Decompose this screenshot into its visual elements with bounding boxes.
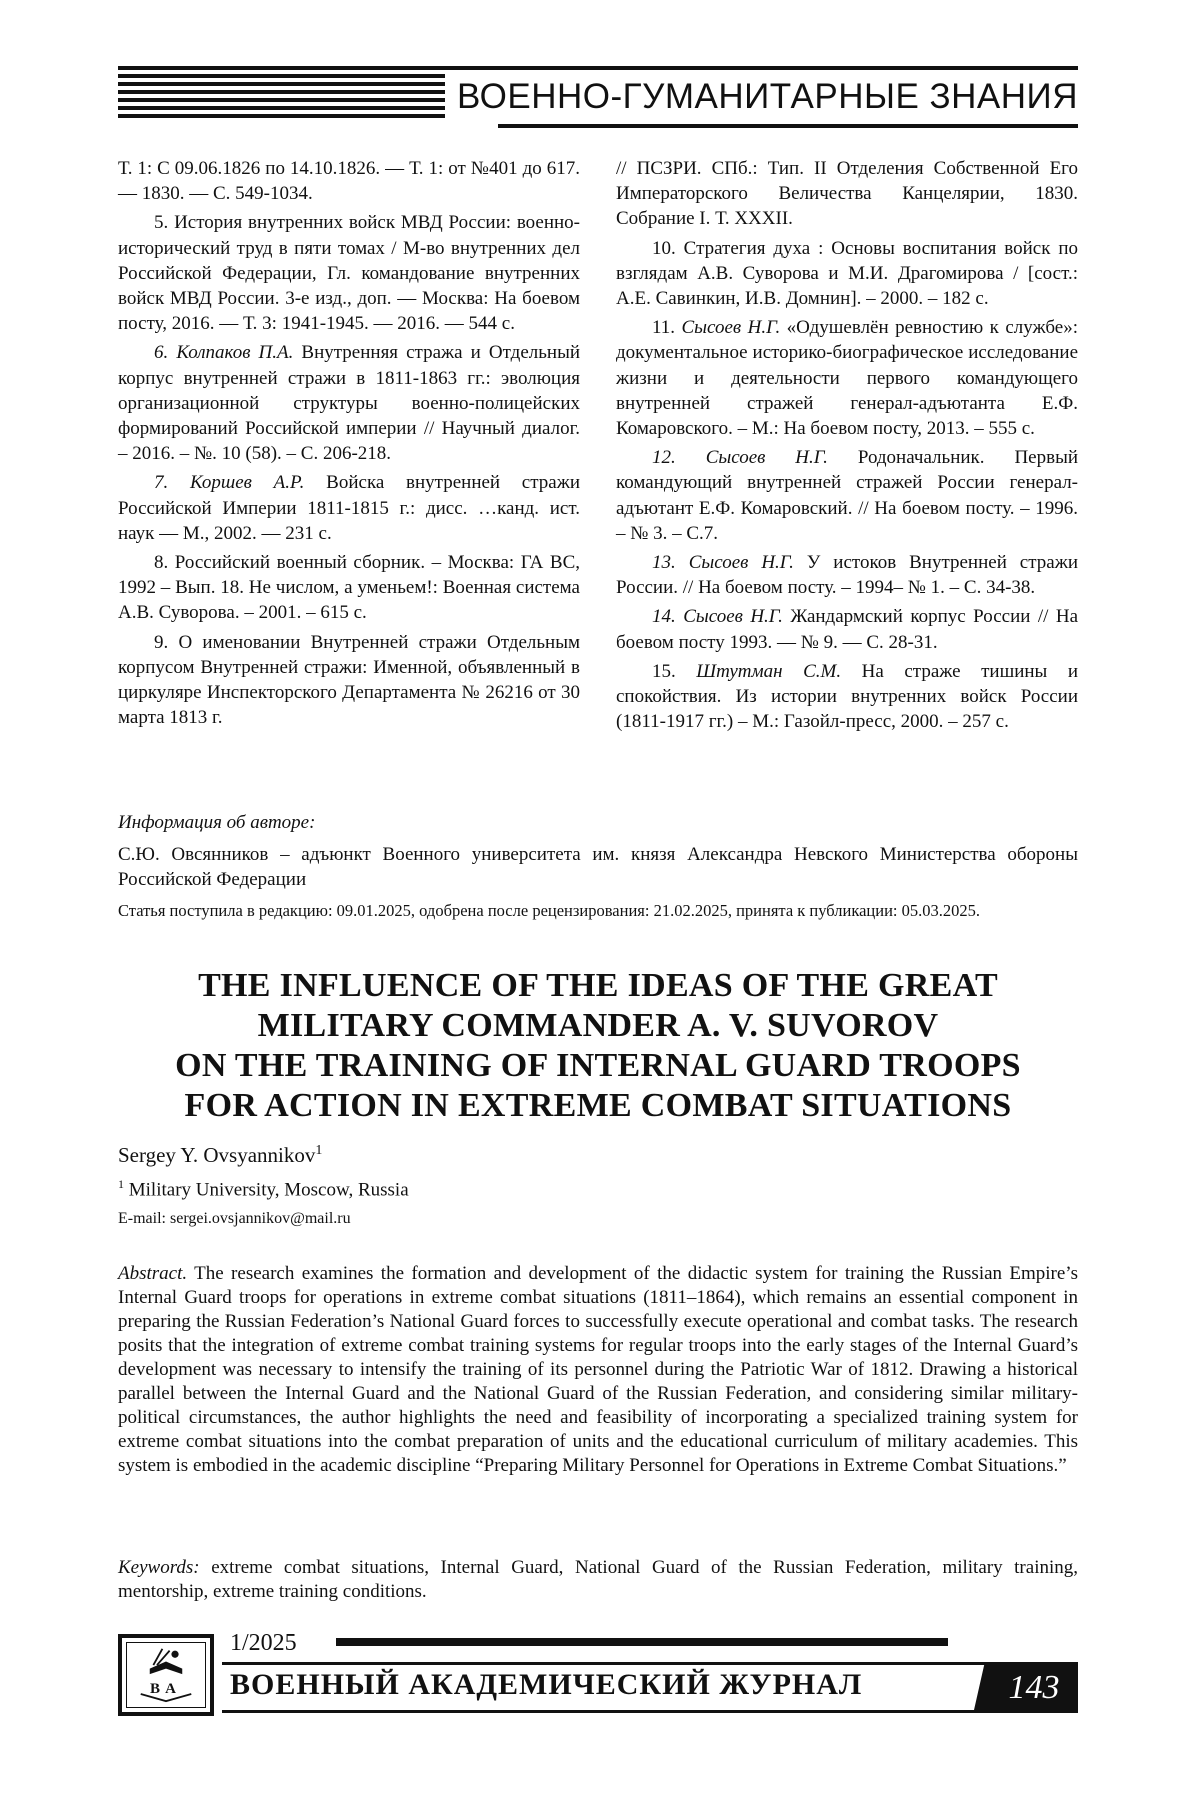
article-dates: Статья поступила в редакцию: 09.01.2025, одобрена после рецензирования: 21.02.2025, принята к публикации: 05.03.2025.: [118, 901, 980, 920]
section-title: ВОЕННО-ГУМАНИТАРНЫЕ ЗНАНИЯ: [445, 72, 1078, 122]
journal-name: ВОЕННЫЙ АКАДЕМИЧЕСКИЙ ЖУРНАЛ: [230, 1668, 863, 1701]
reference-item: 13. Сысоев Н.Г. У истоков Внутренней стражи России. // На боевом посту. – 1994– № 1. – С. 34-38.: [616, 552, 1079, 599]
logo-letters: ВА: [150, 1681, 182, 1697]
author-name: Sergey Y. Ovsyannikov$^1$: [118, 1143, 323, 1167]
keywords-label: Keywords:: [118, 1557, 200, 1578]
reference-item: 11. Сысоев Н.Г. «Одушевлён ревностию к службе»: документальное историко-биографическое исследование жизни и деятельности первого командующего внутренней стражей генерал-адъютанта Е.Ф. Комаровского. – М.: На боевом посту, 2013. – 555 с.: [616, 317, 1078, 440]
reference-item: 7. Коршев А.Р. Войска внутренней стражи Российской Империи 1811-1815 г.: дисс. …канд. ист. наук — М., 2002. — 231 с.: [118, 472, 581, 544]
header-rule-top: [498, 66, 1078, 70]
issue-rule: [336, 1638, 948, 1646]
title-line: THE INFLUENCE OF THE IDEAS OF THE GREAT: [198, 967, 998, 1004]
reference-item: 8. Российский военный сборник. – Москва: ГА ВС, 1992 – Вып. 18. Не числом, а уменьем!: Военная система А.В. Суворова. – 2001. – 615 с.: [118, 552, 580, 624]
reference-item: Т. 1: С 09.06.1826 по 14.10.1826. — Т. 1: от №401 до 617. — 1830. — С. 549-1034.: [118, 158, 580, 205]
author-info-text: С.Ю. Овсянников – адъюнкт Военного университета им. князя Александра Невского Министерства обороны Российской Федерации: [118, 844, 1078, 890]
reference-item: 10. Стратегия духа : Основы воспитания войск по взглядам А.В. Суворова и М.И. Драгомирова / [сост.: А.Е. Савинкин, И.В. Домнин]. – 2000. – 182 с.: [616, 237, 1079, 310]
title-line: MILITARY COMMANDER A. V. SUVOROV: [257, 1007, 939, 1044]
journal-footer: [118, 1626, 1078, 1716]
reference-item: 5. История внутренних войск МВД России: военно-исторический труд в пяти томах / М-во внутренних дел Российской Федерации, Гл. командование внутренних войск МВД России. 3-е изд., доп. — Москва: На боевом посту, 2016. — Т. 3: 1941-1945. — 2016. — 544 с.: [118, 212, 581, 335]
title-line: ON THE TRAINING OF INTERNAL GUARD TROOPS: [175, 1047, 1021, 1084]
reference-item: 6. Колпаков П.А. Внутренняя стража и Отдельный корпус внутренней стражи в 1811-1863 гг.: эволюция организационной структуры военно-полицейских формирований Российской империи // Научный диалог. – 2016. – №. 10 (58). – С. 206-218.: [118, 342, 581, 465]
reference-item: 9. О именовании Внутренней стражи Отдельным корпусом Внутренней стражи: Именной, объявленный в циркуляре Инспекторского Департамента № 26216 от 30 марта 1813 г.: [118, 631, 581, 729]
author-info-label: Информация об авторе:: [118, 812, 316, 833]
author-email: E-mail: sergei.ovsjannikov@mail.ru: [118, 1210, 351, 1227]
abstract: [118, 1262, 1078, 1478]
book-emblem-icon: [122, 1638, 210, 1712]
author-affiliation: $^1$ Military University, Moscow, Russia: [118, 1177, 409, 1201]
page-number: 143: [1008, 1669, 1060, 1706]
abstract-text: The research examines the formation and development of the didactic system for training the Russian Empire’s Internal Guard troops for operations in extreme combat situations (1811–1864), which remains an essential component in preparing the Russian Federation’s National Guard forces to successfully execute operational and combat tasks. The research posits that the integration of extreme combat training systems for regular troops into the early stages of the Internal Guard’s development was necessary to intensify the training of its personnel during the Patriotic War of 1812. Drawing a historical parallel between the Internal Guard and the National Guard of the Russian Federation, and considering similar military-political circumstances, the author highlights the need and feasibility of incorporating a specialized training system for extreme combat situations into the combat preparation of units and the educational curriculum of military academies. This system is embodied in the academic discipline “Preparing Military Personnel for Operations in Extreme Combat Situations.”: [118, 1263, 1078, 1476]
keywords-text: extreme combat situations, Internal Guard, National Guard of the Russian Federation, military training, mentorship, extreme training conditions.: [118, 1557, 1079, 1602]
references-left-column: [118, 156, 580, 734]
header-stripes: [118, 66, 498, 128]
title-line: FOR ACTION IN EXTREME COMBAT SITUATIONS: [184, 1087, 1012, 1124]
keywords: [118, 1556, 1078, 1604]
running-header: [118, 66, 1078, 128]
reference-item: 14. Сысоев Н.Г. Жандармский корпус России // На боевом посту 1993. — № 9. — С. 28-31.: [616, 606, 1079, 653]
journal-rule-top: [222, 1662, 1078, 1665]
journal-logo: [118, 1634, 214, 1716]
abstract-label: Abstract.: [118, 1263, 188, 1284]
article-title-english: [118, 966, 1078, 1126]
journal-rule-bottom: [222, 1710, 1078, 1713]
reference-item: // ПСЗРИ. СПб.: Тип. II Отделения Собственной Его Императорского Величества Канцелярии, 1830. Собрание I. Т. XXXII.: [616, 158, 1078, 230]
reference-item: 15. Штутман С.М. На страже тишины и спокойствия. Из истории внутренних войск России (1811-1917 гг.) – М.: Газойл-пресс, 2000. – 257 с.: [616, 660, 1079, 733]
header-rule-bottom: [498, 124, 1078, 128]
reference-item: 12. Сысоев Н.Г. Родоначальник. Первый командующий внутренней стражей России генерал-адъютант Е.Ф. Комаровский. // На боевом посту. – 1996. – № 3. – С.7.: [616, 447, 1079, 544]
issue-number: 1/2025: [230, 1630, 297, 1656]
references-right-column: [616, 156, 1078, 738]
